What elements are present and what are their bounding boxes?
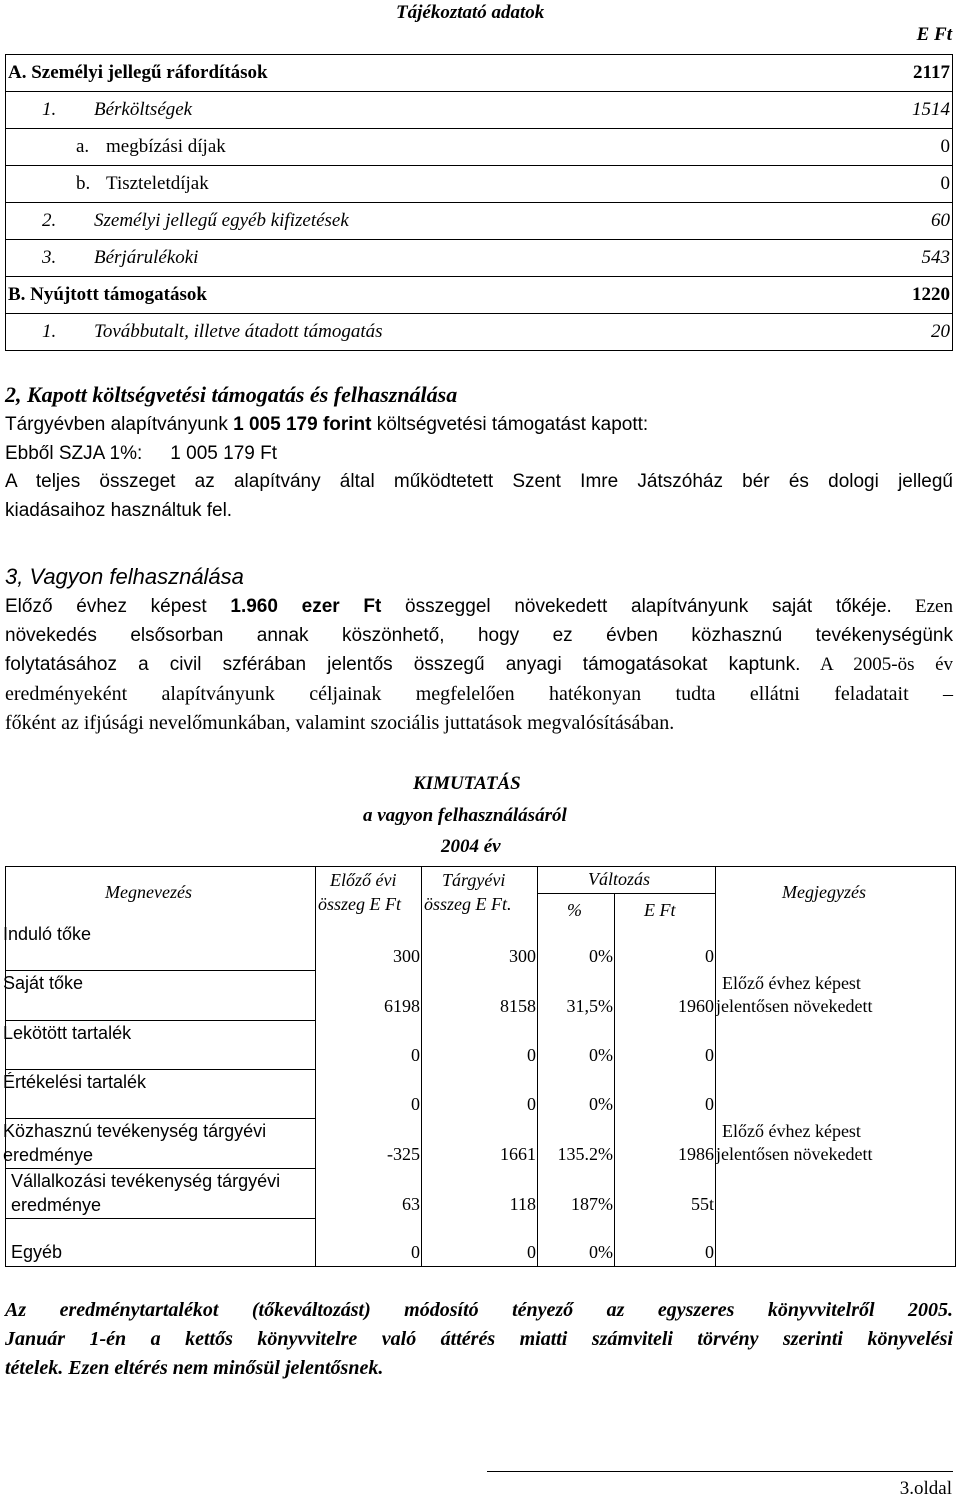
section3-line3: folytatásához a civil szférában jelentős összegű anyagi támogatásokat kaptunk. A 2005-ös év — [5, 654, 954, 675]
expense-label: 1. Továbbutalt, illetve átadott támogatás — [6, 314, 858, 351]
expense-value: 1220 — [857, 277, 952, 314]
col-header-change: Változás — [588, 869, 651, 889]
change-eft: 1960 — [678, 996, 714, 1016]
cur-amount: 300 — [509, 946, 536, 966]
prev-amount: 300 — [393, 946, 420, 966]
szja-label: Ebből SZJA 1%: — [5, 443, 143, 464]
row-note: Előző évhez képest — [722, 1121, 861, 1141]
cur-amount: 0 — [527, 1242, 536, 1262]
section2-line2 — [5, 440, 277, 468]
expense-label: 2. Személyi jellegű egyéb kifizetések — [6, 203, 858, 240]
col-header-prev-1: Előző évi — [330, 870, 397, 890]
col-header-prev-2: összeg E Ft — [318, 894, 401, 914]
change-eft: 1986 — [678, 1144, 714, 1164]
prev-amount: -325 — [387, 1144, 420, 1164]
prev-amount: 63 — [402, 1194, 420, 1214]
col-header-cur-2: összeg E Ft. — [424, 894, 512, 914]
row-name-cont: eredménye — [3, 1145, 94, 1165]
row-name: Saját tőke — [3, 973, 84, 993]
footnote-line2: Január 1-én a kettős könyvvitelre való áttérés miatti számviteli törvény szerinti könyvelési — [5, 1328, 953, 1350]
section3-line5: főként az ifjúsági nevelőmunkában, valamint szociális juttatások megvalósításában. — [5, 712, 675, 734]
change-pct: 0% — [589, 1094, 613, 1114]
expense-row — [6, 166, 953, 203]
unit-label: E Ft — [916, 24, 952, 45]
prev-amount: 6198 — [384, 996, 420, 1016]
expense-label: a. megbízási díjak — [6, 129, 858, 166]
row-name: Lekötött tartalék — [3, 1023, 132, 1043]
row-name: Értékelési tartalék — [3, 1072, 147, 1092]
row-name: Egyéb — [11, 1242, 63, 1262]
expense-row — [6, 92, 953, 129]
expense-row — [6, 129, 953, 166]
change-pct: 135.2% — [557, 1144, 613, 1164]
change-pct: 0% — [589, 946, 613, 966]
expense-label: 3. Bérjárulékoki — [6, 240, 858, 277]
expense-row — [6, 277, 953, 314]
expense-label: b. Tiszteletdíjak — [6, 166, 858, 203]
expense-value: 1514 — [857, 92, 952, 129]
report-title: KIMUTATÁS — [413, 773, 521, 794]
expense-row — [6, 240, 953, 277]
row-note-cont: jelentősen növekedett — [716, 996, 873, 1016]
expense-label: B. Nyújtott támogatások — [6, 277, 858, 314]
col-header-cur-1: Tárgyévi — [442, 870, 506, 890]
row-name: Vállalkozási tevékenység tárgyévi — [11, 1171, 281, 1191]
expense-value: 0 — [857, 129, 952, 166]
cur-amount: 8158 — [500, 996, 536, 1016]
expense-table — [5, 54, 953, 351]
expense-row — [6, 55, 953, 92]
change-eft: 55t — [690, 1194, 714, 1214]
change-eft: 0 — [705, 1045, 714, 1065]
report-subtitle: a vagyon felhasználásáról — [363, 805, 567, 826]
section2-heading: 2, Kapott költségvetési támogatás és felhasználása — [5, 382, 458, 407]
col-header-name: Megnevezés — [105, 882, 192, 902]
expense-label: A. Személyi jellegű ráfordítások — [6, 55, 858, 92]
footnote-line1: Az eredménytartalékot (tőkeváltozást) módosító tényező az egyszeres könyvvitelről 2005. — [5, 1299, 953, 1321]
footer-rule — [487, 1471, 953, 1472]
row-name: Induló tőke — [3, 924, 92, 944]
page-number: 3.oldal — [899, 1478, 952, 1499]
row-note-cont: jelentősen növekedett — [716, 1144, 873, 1164]
section2-line1-pre: Tárgyévben alapítványunk — [5, 414, 234, 435]
report-year: 2004 év — [441, 836, 501, 857]
expense-row — [6, 314, 953, 351]
change-pct: 31,5% — [566, 996, 613, 1016]
section3-line2: növekedés elsősorban annak köszönhető, hogy ez évben közhasznú tevékenységünk — [5, 625, 953, 646]
section2-line1-post: költségvetési támogatást kapott: — [371, 414, 649, 435]
change-eft: 0 — [705, 1242, 714, 1262]
row-name-cont: eredménye — [11, 1195, 102, 1215]
expense-value: 2117 — [857, 55, 952, 92]
change-eft: 0 — [705, 946, 714, 966]
cur-amount: 0 — [527, 1045, 536, 1065]
col-header-note: Megjegyzés — [782, 882, 866, 902]
prev-amount: 0 — [411, 1045, 420, 1065]
expense-row — [6, 203, 953, 240]
expense-value: 0 — [857, 166, 952, 203]
col-header-eft: E Ft — [644, 900, 676, 920]
section3-line4: eredményeként alapítványunk céljainak megfelelően hatékonyan tudta ellátni feladatait – — [5, 683, 953, 705]
section2-line3: A teljes összeget az alapítvány által működtetett Szent Imre Játszóház bér és dologi jellegű — [5, 471, 953, 492]
section2-line4: kiadásaihoz használtuk fel. — [5, 500, 233, 521]
row-name: Közhasznú tevékenység tárgyévi — [3, 1121, 267, 1141]
cur-amount: 118 — [509, 1194, 536, 1214]
cur-amount: 1661 — [500, 1144, 536, 1164]
change-pct: 0% — [589, 1242, 613, 1262]
expense-value: 60 — [857, 203, 952, 240]
page-header-title: Tájékoztató adatok — [396, 2, 545, 23]
section2-line1 — [5, 411, 648, 439]
change-pct: 0% — [589, 1045, 613, 1065]
section3-line1: Előző évhez képest 1.960 ezer Ft összeggel növekedett alapítványunk saját tőkéje. Ezen — [5, 596, 953, 617]
footnote-line3: tételek. Ezen eltérés nem minősül jelentősnek. — [5, 1357, 384, 1379]
cur-amount: 0 — [527, 1094, 536, 1114]
prev-amount: 0 — [411, 1094, 420, 1114]
section2-amount: 1 005 179 forint — [233, 414, 372, 435]
expense-value: 20 — [857, 314, 952, 351]
expense-label: 1. Bérköltségek — [6, 92, 858, 129]
expense-value: 543 — [857, 240, 952, 277]
change-pct: 187% — [571, 1194, 613, 1214]
change-eft: 0 — [705, 1094, 714, 1114]
prev-amount: 0 — [411, 1242, 420, 1262]
section3-heading: 3, Vagyon felhasználása — [5, 564, 244, 589]
col-header-pct: % — [567, 900, 582, 920]
row-note: Előző évhez képest — [722, 973, 861, 993]
szja-value: 1 005 179 Ft — [170, 443, 277, 464]
